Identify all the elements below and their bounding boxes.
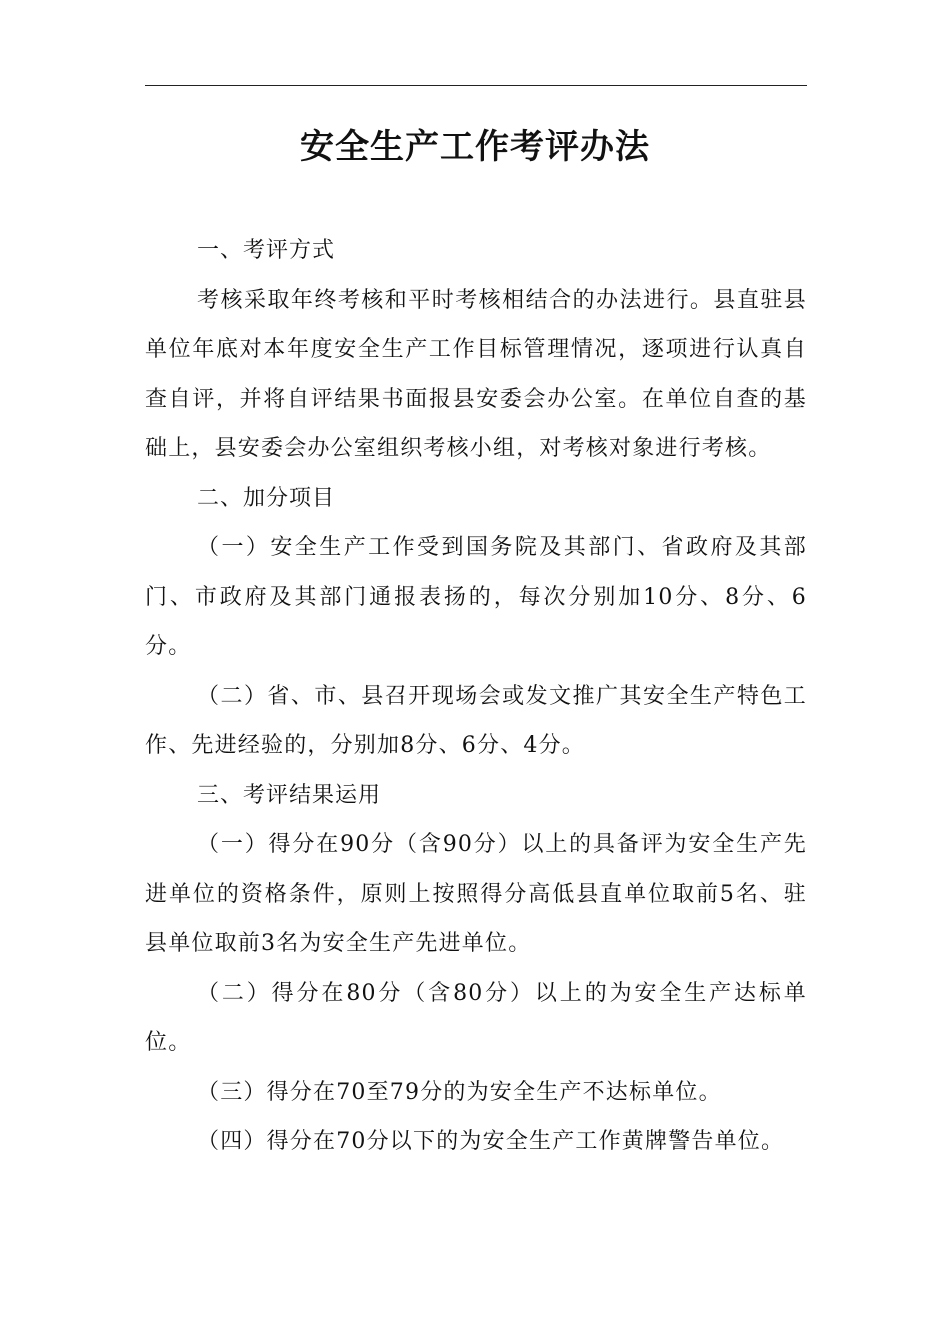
paragraph: （四）得分在70分以下的为安全生产工作黄牌警告单位。 [197, 1129, 785, 1154]
paragraph: （一）得分在90分（含90分）以上的具备评为安全生产先进单位的资格条件，原则上按照得分高低县直单位取前5名、驻县单位取前3名为安全生产先进单位。 [145, 832, 807, 956]
section-heading: 二、加分项目 [197, 485, 336, 511]
document-body [145, 226, 807, 1167]
paragraph: （二）省、市、县召开现场会或发文推广其安全生产特色工作、先进经验的，分别加8分、6分、4分。 [145, 683, 807, 758]
section-result-usage [145, 771, 807, 1167]
section-bonus-items [145, 474, 807, 771]
paragraph: （三）得分在70至79分的为安全生产不达标单位。 [197, 1079, 722, 1105]
document-title: 安全生产工作考评办法 [300, 127, 650, 167]
section-heading: 三、考评结果运用 [197, 782, 382, 808]
section-evaluation-method [145, 226, 807, 474]
paragraph: （一）安全生产工作受到国务院及其部门、省政府及其部门、市政府及其部门通报表扬的，每次分别加10分、8分、6分。 [145, 535, 807, 659]
paragraph: （二）得分在80分（含80分）以上的为安全生产达标单位。 [145, 980, 807, 1055]
header-rule [145, 85, 807, 86]
section-heading: 一、考评方式 [197, 238, 336, 263]
paragraph: 考核采取年终考核和平时考核相结合的办法进行。县直驻县单位年底对本年度安全生产工作目标管理情况，逐项进行认真自查自评，并将自评结果书面报县安委会办公室。在单位自查的基础上，县安委会办公室组织考核小组，对考核对象进行考核。 [145, 287, 807, 461]
